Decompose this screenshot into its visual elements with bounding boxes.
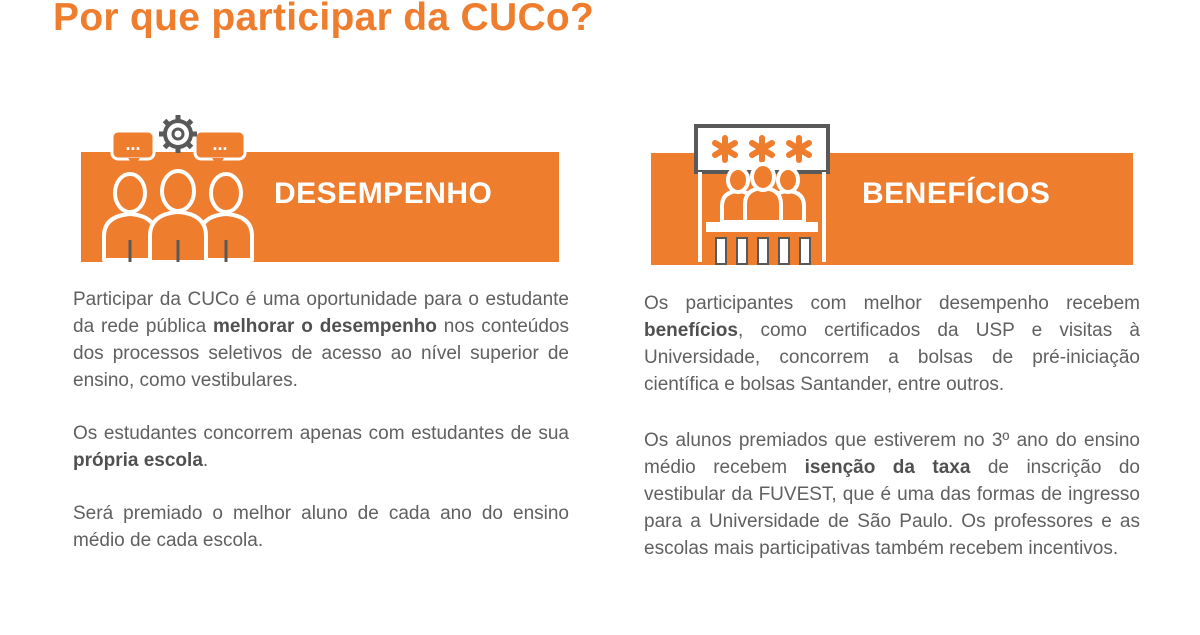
svg-text:...: ... [125, 134, 141, 154]
desempenho-text [73, 286, 569, 554]
svg-text:...: ... [212, 134, 228, 154]
beneficios-label: BENEFÍCIOS [862, 177, 1051, 210]
paragraph: Os participantes com melhor desempenho recebem benefícios, como certificados da USP e visitas à Universidade, concorrem a bolsas de pré-iniciação científica e bolsas Santander, entre outros. [644, 293, 1140, 395]
beneficios-text [644, 290, 1140, 562]
page-title: Por que participar da CUCo? [53, 0, 595, 39]
paragraph: Os alunos premiados que estiverem no 3º ano do ensino médio recebem isenção da taxa de inscrição do vestibular da FUVEST, que é uma das formas de ingresso para a Universidade de São Paulo. Os professores e as escolas mais participativas também recebem incentivos. [644, 430, 1140, 559]
desempenho-label: DESEMPENHO [274, 177, 493, 210]
paragraph: Participar da CUCo é uma oportunidade para o estudante da rede pública melhorar o desempenho nos conteúdos dos processos seletivos de acesso ao nível superior de ensino, como vestibulares. [73, 289, 569, 391]
podium-stars-icon [0, 0, 840, 270]
paragraph: Os estudantes concorrem apenas com estudantes de sua própria escola. [73, 423, 569, 471]
paragraph: Será premiado o melhor aluno de cada ano do ensino médio de cada escola. [73, 503, 569, 551]
